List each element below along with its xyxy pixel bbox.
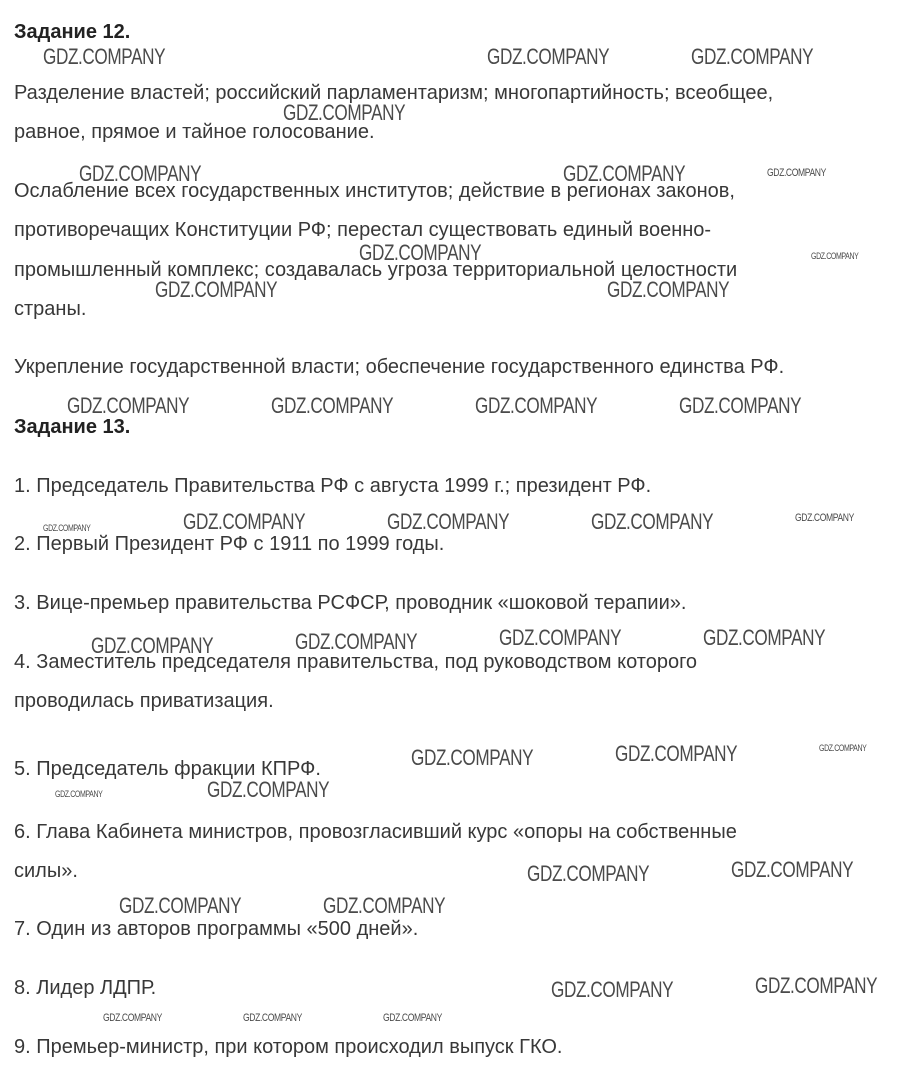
watermark: GDZ.COMPANY [475,393,598,418]
watermark: GDZ.COMPANY [411,745,534,770]
task-13-item: 2. Первый Президент РФ с 1911 по 1999 годы. [14,533,445,555]
watermark: GDZ.COMPANY [43,44,166,69]
task-12-line: Ослабление всех государственных институтов; действие в регионах законов, [14,180,735,202]
task-13-item: 8. Лидер ЛДПР. [14,977,157,999]
watermark: GDZ.COMPANY [43,523,91,533]
watermark: GDZ.COMPANY [591,509,714,534]
watermark: GDZ.COMPANY [119,893,242,918]
watermark: GDZ.COMPANY [323,893,446,918]
watermark: GDZ.COMPANY [67,393,190,418]
watermark: GDZ.COMPANY [563,161,686,186]
watermark: GDZ.COMPANY [795,512,854,524]
task-13-item: 7. Один из авторов программы «500 дней». [14,918,419,940]
task-12-line: Укрепление государственной власти; обеспечение государственного единства РФ. [14,356,785,378]
watermark: GDZ.COMPANY [607,277,730,302]
watermark: GDZ.COMPANY [103,1012,162,1024]
watermark: GDZ.COMPANY [755,973,878,998]
watermark: GDZ.COMPANY [383,1012,442,1024]
watermark: GDZ.COMPANY [819,743,867,753]
watermark: GDZ.COMPANY [387,509,510,534]
watermark: GDZ.COMPANY [207,777,330,802]
watermark: GDZ.COMPANY [295,629,418,654]
watermark: GDZ.COMPANY [551,977,674,1002]
watermark: GDZ.COMPANY [55,789,103,799]
watermark: GDZ.COMPANY [91,633,214,658]
task-13-item: 1. Председатель Правительства РФ с августа 1999 г.; президент РФ. [14,475,652,497]
task-12-line: равное, прямое и тайное голосование. [14,121,375,143]
task-12-line: промышленный комплекс; создавалась угроза территориальной целостности [14,259,738,281]
watermark: GDZ.COMPANY [679,393,802,418]
watermark: GDZ.COMPANY [283,100,406,125]
watermark: GDZ.COMPANY [79,161,202,186]
task-13-item: 3. Вице-премьер правительства РСФСР, проводник «шоковой терапии». [14,592,687,614]
task-12-heading: Задание 12. [14,21,131,43]
task-13-item: силы». [14,860,78,882]
watermark: GDZ.COMPANY [487,44,610,69]
watermark: GDZ.COMPANY [691,44,814,69]
watermark: GDZ.COMPANY [155,277,278,302]
watermark: GDZ.COMPANY [703,625,826,650]
watermark: GDZ.COMPANY [359,240,482,265]
task-13-item: 5. Председатель фракции КПРФ. [14,758,321,780]
watermark: GDZ.COMPANY [615,741,738,766]
task-13-item: 9. Премьер-министр, при котором происходил выпуск ГКО. [14,1036,563,1058]
watermark: GDZ.COMPANY [499,625,622,650]
task-12-line: противоречащих Конституции РФ; перестал существовать единый военно- [14,219,712,241]
task-13-item: 4. Заместитель председателя правительства, под руководством которого [14,651,698,673]
task-13-item: проводилась приватизация. [14,690,274,712]
task-13-heading: Задание 13. [14,416,131,438]
watermark: GDZ.COMPANY [731,857,854,882]
watermark: GDZ.COMPANY [811,251,859,261]
watermark: GDZ.COMPANY [243,1012,302,1024]
watermark: GDZ.COMPANY [767,167,826,179]
watermark: GDZ.COMPANY [271,393,394,418]
watermark: GDZ.COMPANY [183,509,306,534]
task-12-line: страны. [14,298,87,320]
task-12-line: Разделение властей; российский парламентаризм; многопартийность; всеобщее, [14,82,774,104]
task-13-item: 6. Глава Кабинета министров, провозгласивший курс «опоры на собственные [14,821,737,843]
watermark: GDZ.COMPANY [527,861,650,886]
